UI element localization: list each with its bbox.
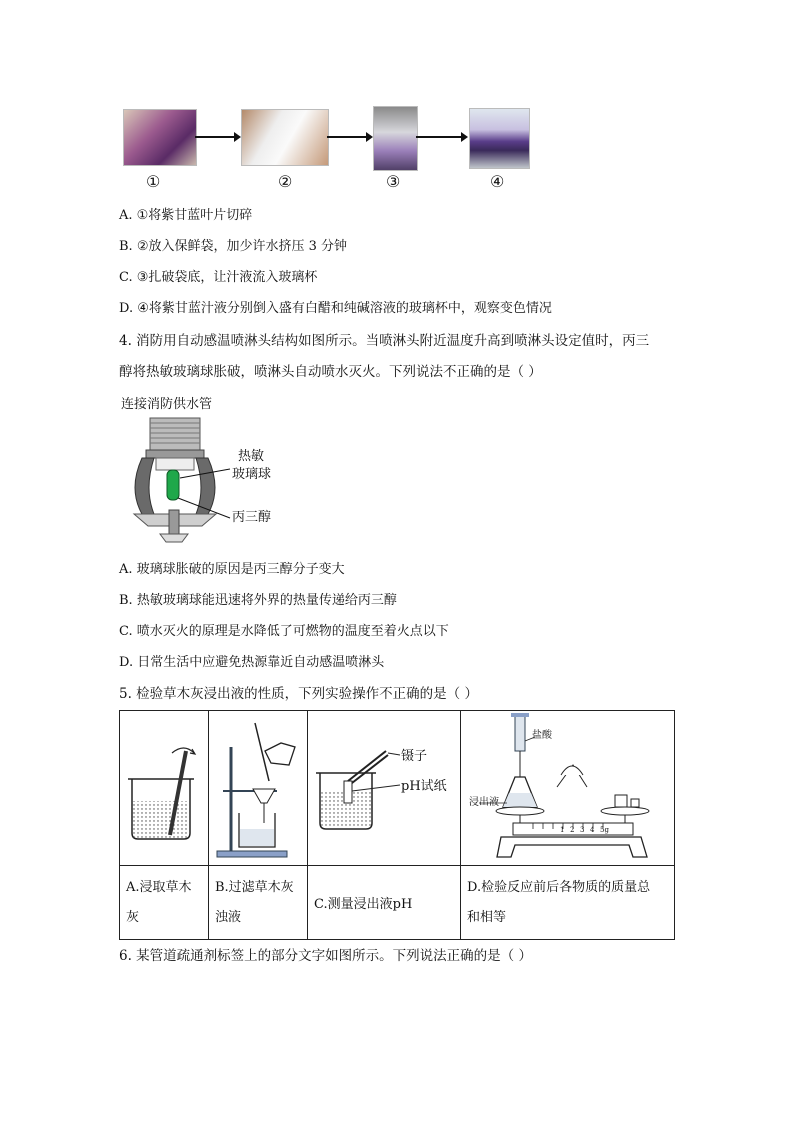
arrow-3 bbox=[416, 136, 462, 138]
option-cell-b bbox=[209, 866, 308, 940]
q5-option-b-line1: B.过滤草木灰 bbox=[215, 879, 294, 895]
q4-stem-line1: 4. 消防用自动感温喷淋头结构如图所示。当喷淋头附近温度升高到喷淋头设定值时，丙三 bbox=[119, 333, 650, 349]
option-cell-c bbox=[308, 866, 461, 940]
q5-option-b-line2: 浊液 bbox=[215, 909, 242, 925]
step-label-2: ② bbox=[278, 172, 293, 191]
q5-option-d-line2: 和相等 bbox=[467, 909, 507, 925]
glass-bulb-label-1: 热敏 bbox=[238, 449, 265, 464]
figure-cell-d bbox=[461, 711, 675, 866]
scale-mark-1: 1 bbox=[560, 826, 565, 834]
q5-option-c: C.测量浸出液pH bbox=[314, 897, 413, 912]
ph-paper-label: pH试纸 bbox=[401, 779, 447, 794]
mass-conservation-diagram bbox=[461, 711, 674, 861]
q6-stem: 6. 某管道疏通剂标签上的部分文字如图所示。下列说法正确的是（ ） bbox=[119, 948, 532, 964]
step-label-4: ④ bbox=[490, 172, 505, 191]
step-label-3: ③ bbox=[386, 172, 401, 191]
acid-label: 盐酸 bbox=[532, 730, 552, 741]
glass-bulb-label-2: 玻璃球 bbox=[232, 467, 272, 482]
step-photo-2 bbox=[241, 109, 329, 166]
scale-mark-4: 4 bbox=[590, 826, 595, 834]
q5-option-a-line2: 灰 bbox=[126, 909, 140, 925]
q3-option-a: A. ①将紫甘蓝叶片切碎 bbox=[119, 208, 253, 223]
q4-option-b: B. 热敏玻璃球能迅速将外界的热量传递给丙三醇 bbox=[119, 593, 397, 608]
q5-stem: 5. 检验草木灰浸出液的性质，下列实验操作不正确的是（ ） bbox=[119, 686, 478, 702]
q4-stem-line2: 醇将热敏玻璃球胀破，喷淋头自动喷水灭火。下列说法不正确的是（ ） bbox=[119, 364, 542, 380]
step-label-1: ① bbox=[146, 172, 161, 191]
sprinkler-pipe-label: 连接消防供水管 bbox=[121, 397, 213, 412]
q4-option-a: A. 玻璃球胀破的原因是丙三醇分子变大 bbox=[119, 562, 345, 577]
option-cell-a bbox=[120, 866, 209, 940]
q5-option-d-line1: D.检验反应前后各物质的质量总 bbox=[467, 879, 651, 895]
step-photo-3 bbox=[373, 106, 418, 171]
q3-option-b: B. ②放入保鲜袋，加少许水挤压 3 分钟 bbox=[119, 239, 348, 254]
extract-label: 浸出液 bbox=[469, 797, 499, 808]
figure-cell-a bbox=[120, 711, 209, 866]
tweezers-label: 镊子 bbox=[401, 749, 428, 764]
beaker-stirring-diagram bbox=[120, 711, 208, 861]
figure-cell-b bbox=[209, 711, 308, 866]
q4-option-c: C. 喷水灭火的原理是水降低了可燃物的温度至着火点以下 bbox=[119, 624, 449, 639]
step-photo-4 bbox=[469, 108, 530, 169]
q3-option-c: C. ③扎破袋底，让汁液流入玻璃杯 bbox=[119, 270, 318, 285]
q5-option-a-line1: A.浸取草木 bbox=[126, 879, 192, 895]
glycerol-label: 丙三醇 bbox=[232, 510, 272, 525]
scale-mark-2: 2 bbox=[570, 826, 575, 834]
q3-option-d: D. ④将紫甘蓝汁液分别倒入盛有白醋和纯碱溶液的玻璃杯中，观察变色情况 bbox=[119, 301, 552, 316]
filtration-diagram bbox=[209, 711, 307, 861]
arrow-2 bbox=[327, 136, 367, 138]
q4-option-d: D. 日常生活中应避免热源靠近自动感温喷淋头 bbox=[119, 655, 385, 670]
scale-mark-5: 5g bbox=[600, 826, 609, 834]
q5-options-table bbox=[119, 710, 675, 940]
arrow-1 bbox=[195, 136, 235, 138]
option-cell-d bbox=[461, 866, 675, 940]
step-photo-1 bbox=[123, 109, 197, 166]
scale-mark-3: 3 bbox=[580, 826, 585, 834]
